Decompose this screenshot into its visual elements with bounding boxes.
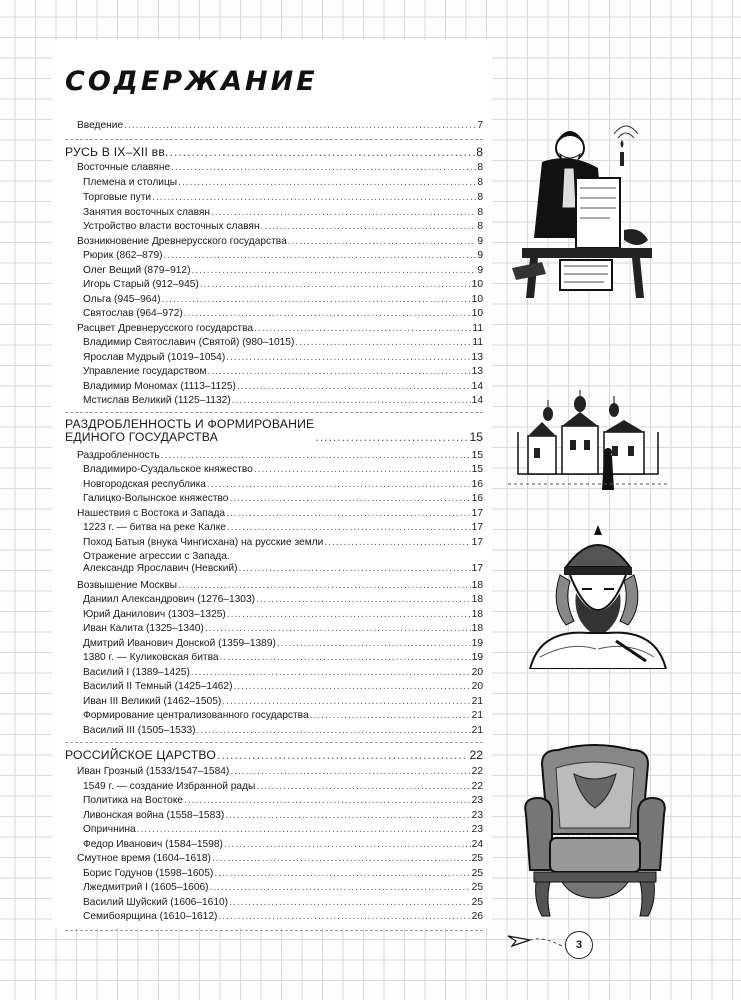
toc-subentry[interactable]: Политика на Востоке ..... 23 bbox=[83, 795, 483, 807]
toc-subentry[interactable]: Владимир Святославич (Святой) (980–1015) ..... 11 bbox=[83, 337, 483, 349]
toc-entry[interactable]: Восточные славяне ..... 8 bbox=[77, 162, 483, 174]
toc-subentry[interactable]: Мстислав Великий (1125–1132) ..... 14 bbox=[83, 395, 483, 407]
toc-subentry[interactable]: Иван III Великий (1462–1505) ..... 21 bbox=[83, 696, 483, 708]
toc-entry[interactable]: Введение ..... 7 bbox=[77, 120, 483, 132]
toc-subentry[interactable]: Занятия восточных славян ..... 8 bbox=[83, 207, 483, 219]
paper-plane-icon bbox=[506, 930, 564, 950]
kremlin-town-illustration bbox=[508, 376, 668, 496]
toc-subentry[interactable]: Новгородская республика ..... 16 bbox=[83, 479, 483, 491]
toc-subentry[interactable]: Торговые пути ..... 8 bbox=[83, 192, 483, 204]
toc-subentry[interactable]: Дмитрий Иванович Донской (1359–1389) ..... 19 bbox=[83, 638, 483, 650]
toc-section-line1: РАЗДРОБЛЕННОСТЬ И ФОРМИРОВАНИЕ bbox=[65, 417, 315, 431]
warrior-prince-illustration bbox=[520, 523, 674, 669]
toc-subentry[interactable]: Ярослав Мудрый (1019–1054) ..... 13 bbox=[83, 352, 483, 364]
toc-subentry[interactable]: Устройство власти восточных славян ..... 8 bbox=[83, 221, 483, 233]
toc-subentry[interactable]: Святослав (964–972) ..... 10 bbox=[83, 308, 483, 320]
toc-subentry[interactable]: Олег Вещий (879–912) ..... 9 bbox=[83, 265, 483, 277]
toc-subentry[interactable]: Даниил Александрович (1276–1303) ..... 18 bbox=[83, 594, 483, 606]
toc-subentry[interactable]: Федор Иванович (1584–1598) ..... 24 bbox=[83, 839, 483, 851]
toc-entry[interactable]: Иван Грозный (1533/1547–1584) ..... 22 bbox=[77, 766, 483, 778]
toc-subentry[interactable]: Василий II Темный (1425–1462) ..... 20 bbox=[83, 681, 483, 693]
throne-armchair-illustration bbox=[522, 744, 668, 924]
toc-entry[interactable]: Возвышение Москвы ..... 18 bbox=[77, 580, 483, 592]
toc-entry[interactable]: Раздробленность ..... 15 bbox=[77, 450, 483, 462]
toc-subentry[interactable]: Владимиро-Суздальское княжество ..... 15 bbox=[83, 464, 483, 476]
toc-entry[interactable]: Возникновение Древнерусского государства ..... 9 bbox=[77, 236, 483, 248]
toc-subentry[interactable]: 1549 г. — создание Избранной рады ..... 22 bbox=[83, 781, 483, 793]
toc-section[interactable]: РУСЬ В IX–XII вв. ..... 8 bbox=[65, 145, 483, 159]
toc-subentry[interactable]: Племена и столицы ..... 8 bbox=[83, 177, 483, 189]
page-number: 3 bbox=[565, 931, 593, 959]
toc-entry[interactable]: Нашествия с Востока и Запада ..... 17 bbox=[77, 508, 483, 520]
toc-subentry[interactable]: Василий III (1505–1533) ..... 21 bbox=[83, 725, 483, 737]
section-divider bbox=[65, 412, 483, 413]
toc-subentry[interactable]: Ольга (945–964) ..... 10 bbox=[83, 294, 483, 306]
monk-scribe-illustration bbox=[506, 118, 668, 314]
toc-subentry-line1: Отражение агрессии с Запада. bbox=[83, 551, 230, 562]
section-divider bbox=[65, 742, 483, 743]
toc-subentry[interactable]: Лжедмитрий I (1605–1606) ..... 25 bbox=[83, 882, 483, 894]
toc-subentry[interactable]: Юрий Данилович (1303–1325) ..... 18 bbox=[83, 609, 483, 621]
section-divider bbox=[65, 139, 483, 140]
toc-subentry[interactable]: Владимир Мономах (1113–1125) ..... 14 bbox=[83, 381, 483, 393]
toc-entry[interactable]: Смутное время (1604–1618) ..... 25 bbox=[77, 853, 483, 865]
toc-subentry[interactable]: Игорь Старый (912–945) ..... 10 bbox=[83, 279, 483, 291]
toc-subentry[interactable]: Галицко-Волынское княжество ..... 16 bbox=[83, 493, 483, 505]
toc-section-line2: ЕДИНОГО ГОСУДАРСТВА bbox=[65, 430, 219, 444]
toc-subentry[interactable]: Формирование централизованного государства ..... 21 bbox=[83, 710, 483, 722]
toc-subentry[interactable]: Василий I (1389–1425) ..... 20 bbox=[83, 667, 483, 679]
toc-subentry-line2: Александр Ярославич (Невский) bbox=[83, 563, 238, 574]
toc-subentry[interactable]: 1223 г. — битва на реке Калке ..... 17 bbox=[83, 522, 483, 534]
toc-section[interactable]: РАЗДРОБЛЕННОСТЬ И ФОРМИРОВАНИЕ ЕДИНОГО ГОСУДАРСТВА ..... 15 bbox=[65, 418, 483, 444]
toc-subentry[interactable]: Опричнина ..... 23 bbox=[83, 824, 483, 836]
page-title: СОДЕРЖАНИЕ bbox=[65, 66, 318, 97]
toc-entry[interactable]: Расцвет Древнерусского государства ..... 11 bbox=[77, 323, 483, 335]
toc-subentry[interactable]: Семибоярщина (1610–1612) ..... 26 bbox=[83, 911, 483, 923]
toc-subentry[interactable]: Рюрик (862–879) ..... 9 bbox=[83, 250, 483, 262]
toc-subentry[interactable]: Управление государством ..... 13 bbox=[83, 366, 483, 378]
toc-subentry[interactable]: Ливонская война (1558–1583) ..... 23 bbox=[83, 810, 483, 822]
section-divider bbox=[65, 930, 483, 931]
toc-subentry[interactable]: Борис Годунов (1598–1605) ..... 25 bbox=[83, 868, 483, 880]
toc-subentry[interactable]: Василий Шуйский (1606–1610) ..... 25 bbox=[83, 897, 483, 909]
toc-subentry[interactable]: Поход Батыя (внука Чингисхана) на русские земли ..... 17 bbox=[83, 537, 483, 549]
toc-subentry[interactable]: 1380 г. — Куликовская битва ..... 19 bbox=[83, 652, 483, 664]
toc-section[interactable]: РОССИЙСКОЕ ЦАРСТВО ..... 22 bbox=[65, 748, 483, 762]
toc-subentry[interactable]: Иван Калита (1325–1340) ..... 18 bbox=[83, 623, 483, 635]
toc-subentry[interactable]: Отражение агрессии с Запада. Александр Ярославич (Невский) ..... 17 bbox=[83, 551, 483, 575]
